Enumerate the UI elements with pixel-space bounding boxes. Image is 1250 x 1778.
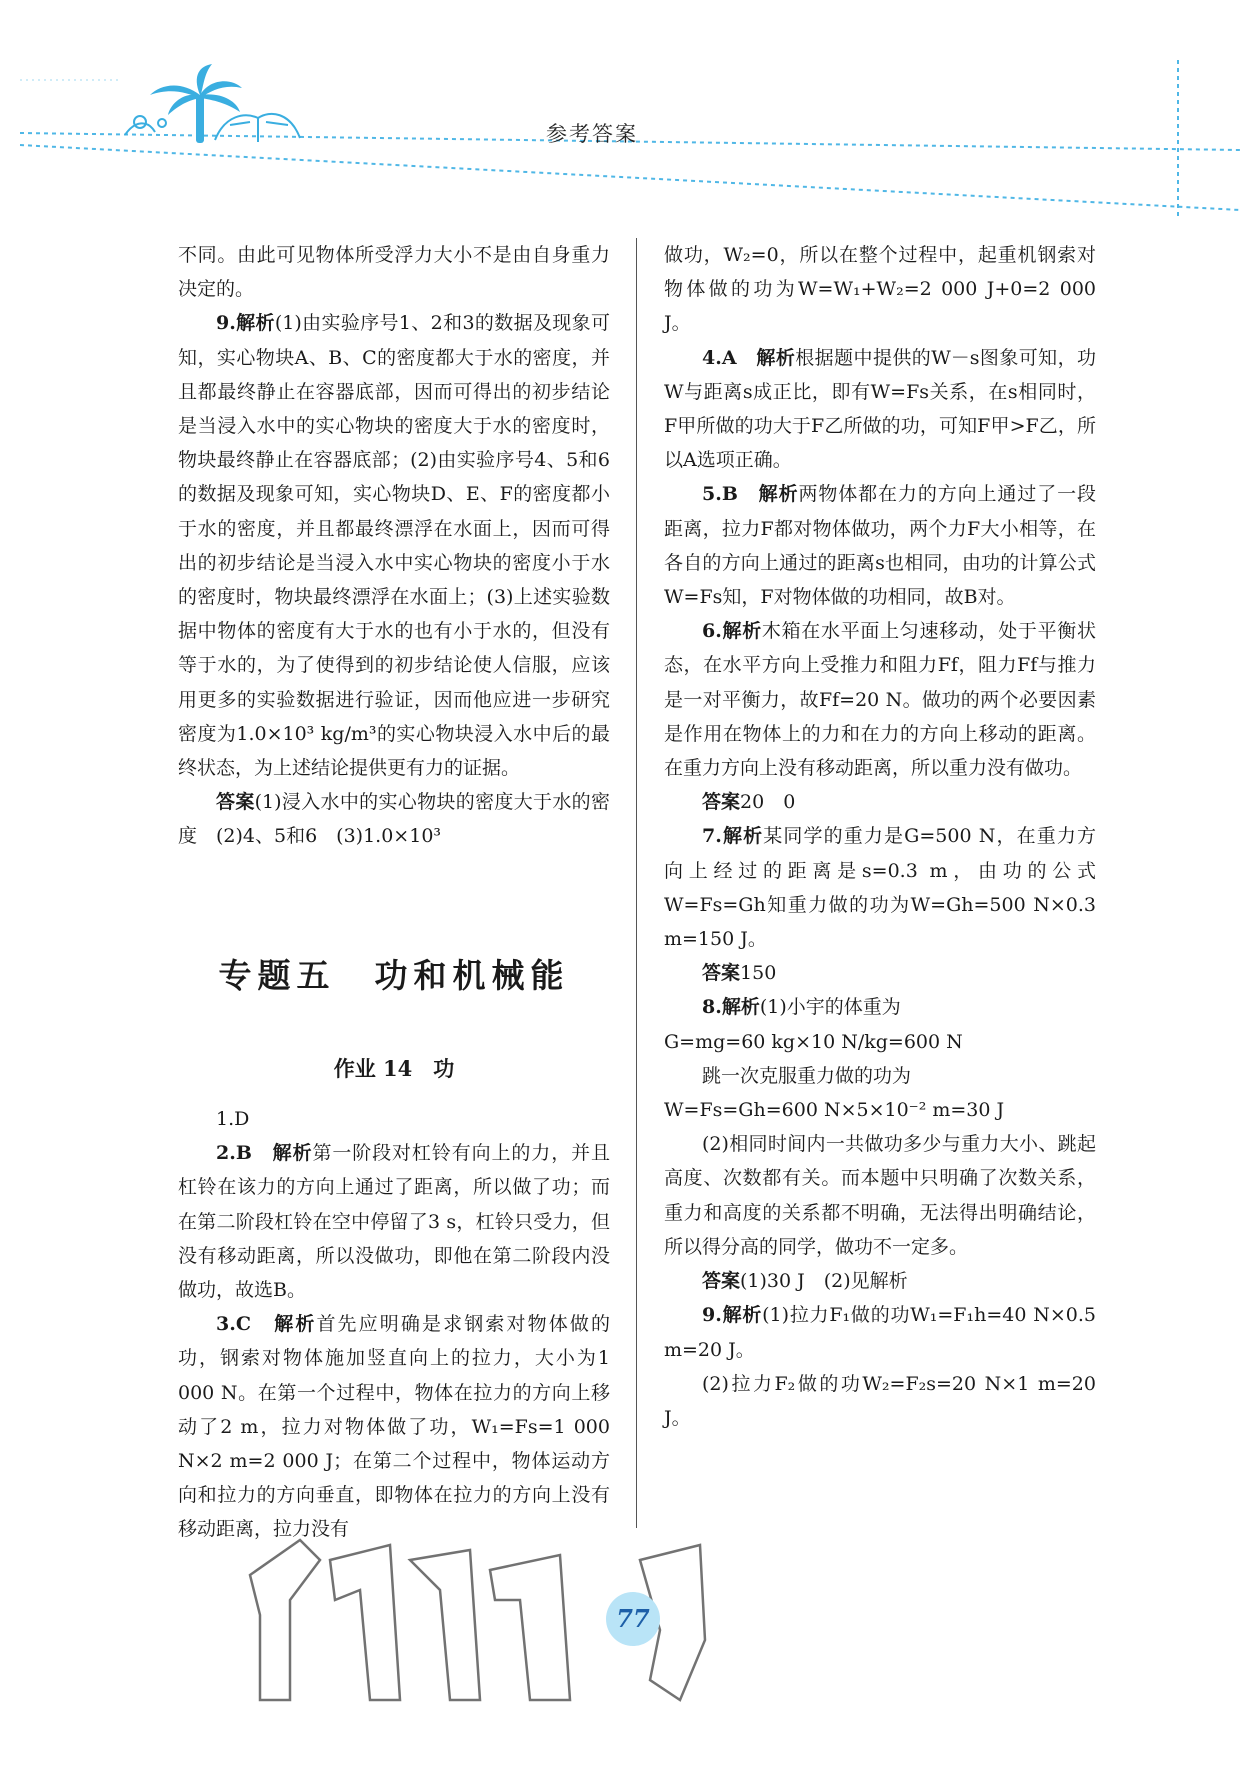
question-text: 根据题中提供的W－s图象可知，功W与距离s成正比，即有W=Fs关系，在s相同时，F甲所做的功大于F乙所做的功，可知F甲>F乙，所以A选项正确。 <box>664 346 1097 472</box>
answer-label: 答案 <box>702 1270 741 1293</box>
answer-text: 20 0 <box>740 791 796 814</box>
paragraph: 不同。由此可见物体所受浮力大小不是由自身重力决定的。 <box>178 244 610 301</box>
question-label: 5.B 解析 <box>702 483 799 506</box>
question-text: 某同学的重力是G=500 N，在重力方向上经过的距离是s=0.3 m，由功的公式W=Fs=Gh知重力做的功为W=Gh=500 N×0.3 m=150 J。 <box>664 825 1096 951</box>
homework-title: 作业 14 功 <box>333 1056 455 1081</box>
question-label: 6.解析 <box>702 620 762 643</box>
question-text: (1)由实验序号1、2和3的数据及现象可知，实心物块A、B、C的密度都大于水的密度，并且都最终静止在容器底部，因而可得出的初步结论是当浸入水中的实心物块的密度大于水的密度时，物块最终静止在容器底部；(2)由实验序号4、5和6的数据及现象可知，实心物块D、E、F的密度都小于水的密度，并且都最终漂浮在水面上，因而可得出的初步结论是当浸入水中实心物块的密度小于水的密度时，物块最终漂浮在水面上；(3)上述实验数据中物体的密度有大于水的也有小于水的，但没有等于水的，为了使得到的初步结论使人信服，应该用更多的实验数据进行验证，因而他应进一步研究密度为1.0×10³ kg/m³的实心物块浸入水中后的最终状态，为上述结论提供更有力的证据。 <box>178 312 610 780</box>
answer-text: (1)浸入水中的实心物块的密度大于水的密度 (2)4、5和6 (3)1.0×10³ <box>178 791 610 848</box>
question-1: 1.D <box>216 1108 250 1130</box>
section-title: 专题五 功和机械能 <box>218 956 570 995</box>
question-label: 8.解析 <box>702 996 760 1019</box>
header-title: 参考答案 <box>546 122 638 146</box>
question-text: 木箱在水平面上匀速移动，处于平衡状态，在水平方向上受推力和阻力Ff，阻力Ff与推力是一对平衡力，故Ff=20 N。做功的两个必要因素是作用在物体上的力和在力的方向上移动的距离。在重力方向上没有移动距离，所以重力没有做功。 <box>664 620 1096 780</box>
question-label: 7.解析 <box>702 825 764 848</box>
question-label: 9.解析 <box>216 312 275 335</box>
text-line: 跳一次克服重力做的功为 <box>702 1064 912 1087</box>
question-text: (1)拉力F₁做的功W₁=F₁h=40 N×0.5 m=20 J。 <box>664 1304 1096 1361</box>
question-text: 两物体都在力的方向上通过了一段距离，拉力F都对物体做功，两个力F大小相等，在各自的方向上通过的距离s也相同，由功的计算公式W=Fs知，F对物体做的功相同，故B对。 <box>664 483 1096 609</box>
question-label: 3.C 解析 <box>216 1313 317 1336</box>
question-text: (1)小宇的体重为 <box>759 996 901 1019</box>
question-text: 第一阶段对杠铃有向上的力，并且杠铃在该力的方向上通过了距离，所以做了功；而在第二阶段杠铃在空中停留了3 s，杠铃只受力，但没有移动距离，所以没做功，即他在第二阶段内没做功，故选B。 <box>178 1142 610 1302</box>
answer-label: 答案 <box>216 791 255 814</box>
answer-label: 答案 <box>702 962 741 985</box>
answer-text: 150 <box>740 962 777 985</box>
paragraph: 做功，W₂=0，所以在整个过程中，起重机钢索对物体做的功为W=W₁+W₂=2 000 J+0=2 000 J。 <box>664 244 1096 335</box>
question-label: 4.A 解析 <box>702 346 796 369</box>
text-line: (2)相同时间内一共做功多少与重力大小、跳起高度、次数都有关。而本题中只明确了次数关系，重力和高度的关系都不明确，无法得出明确结论，所以得分高的同学，做功不一定多。 <box>664 1133 1096 1258</box>
question-text: 首先应明确是求钢索对物体做的功，钢索对物体施加竖直向上的拉力，大小为1 000 N。在第一个过程中，物体在拉力的方向上移动了2 m，拉力对物体做了功，W₁=Fs=1 000 N×2 m=2 000 J；在第二个过程中，物体运动方向和拉力的方向垂直，即物体在拉力的方向上没有移动距离，拉力没有 <box>178 1313 610 1541</box>
answer-label: 答案 <box>702 791 741 814</box>
formula-line: W=Fs=Gh=600 N×5×10⁻² m=30 J <box>664 1099 1005 1122</box>
formula-line: G=mg=60 kg×10 N/kg=600 N <box>664 1030 963 1053</box>
text-line: (2)拉力F₂做的功W₂=F₂s=20 N×1 m=20 J。 <box>664 1372 1096 1429</box>
question-label: 9.解析 <box>702 1304 763 1327</box>
question-label: 2.B 解析 <box>216 1142 313 1165</box>
answer-text: (1)30 J (2)见解析 <box>740 1270 908 1293</box>
page-number: 77 <box>606 1592 660 1646</box>
